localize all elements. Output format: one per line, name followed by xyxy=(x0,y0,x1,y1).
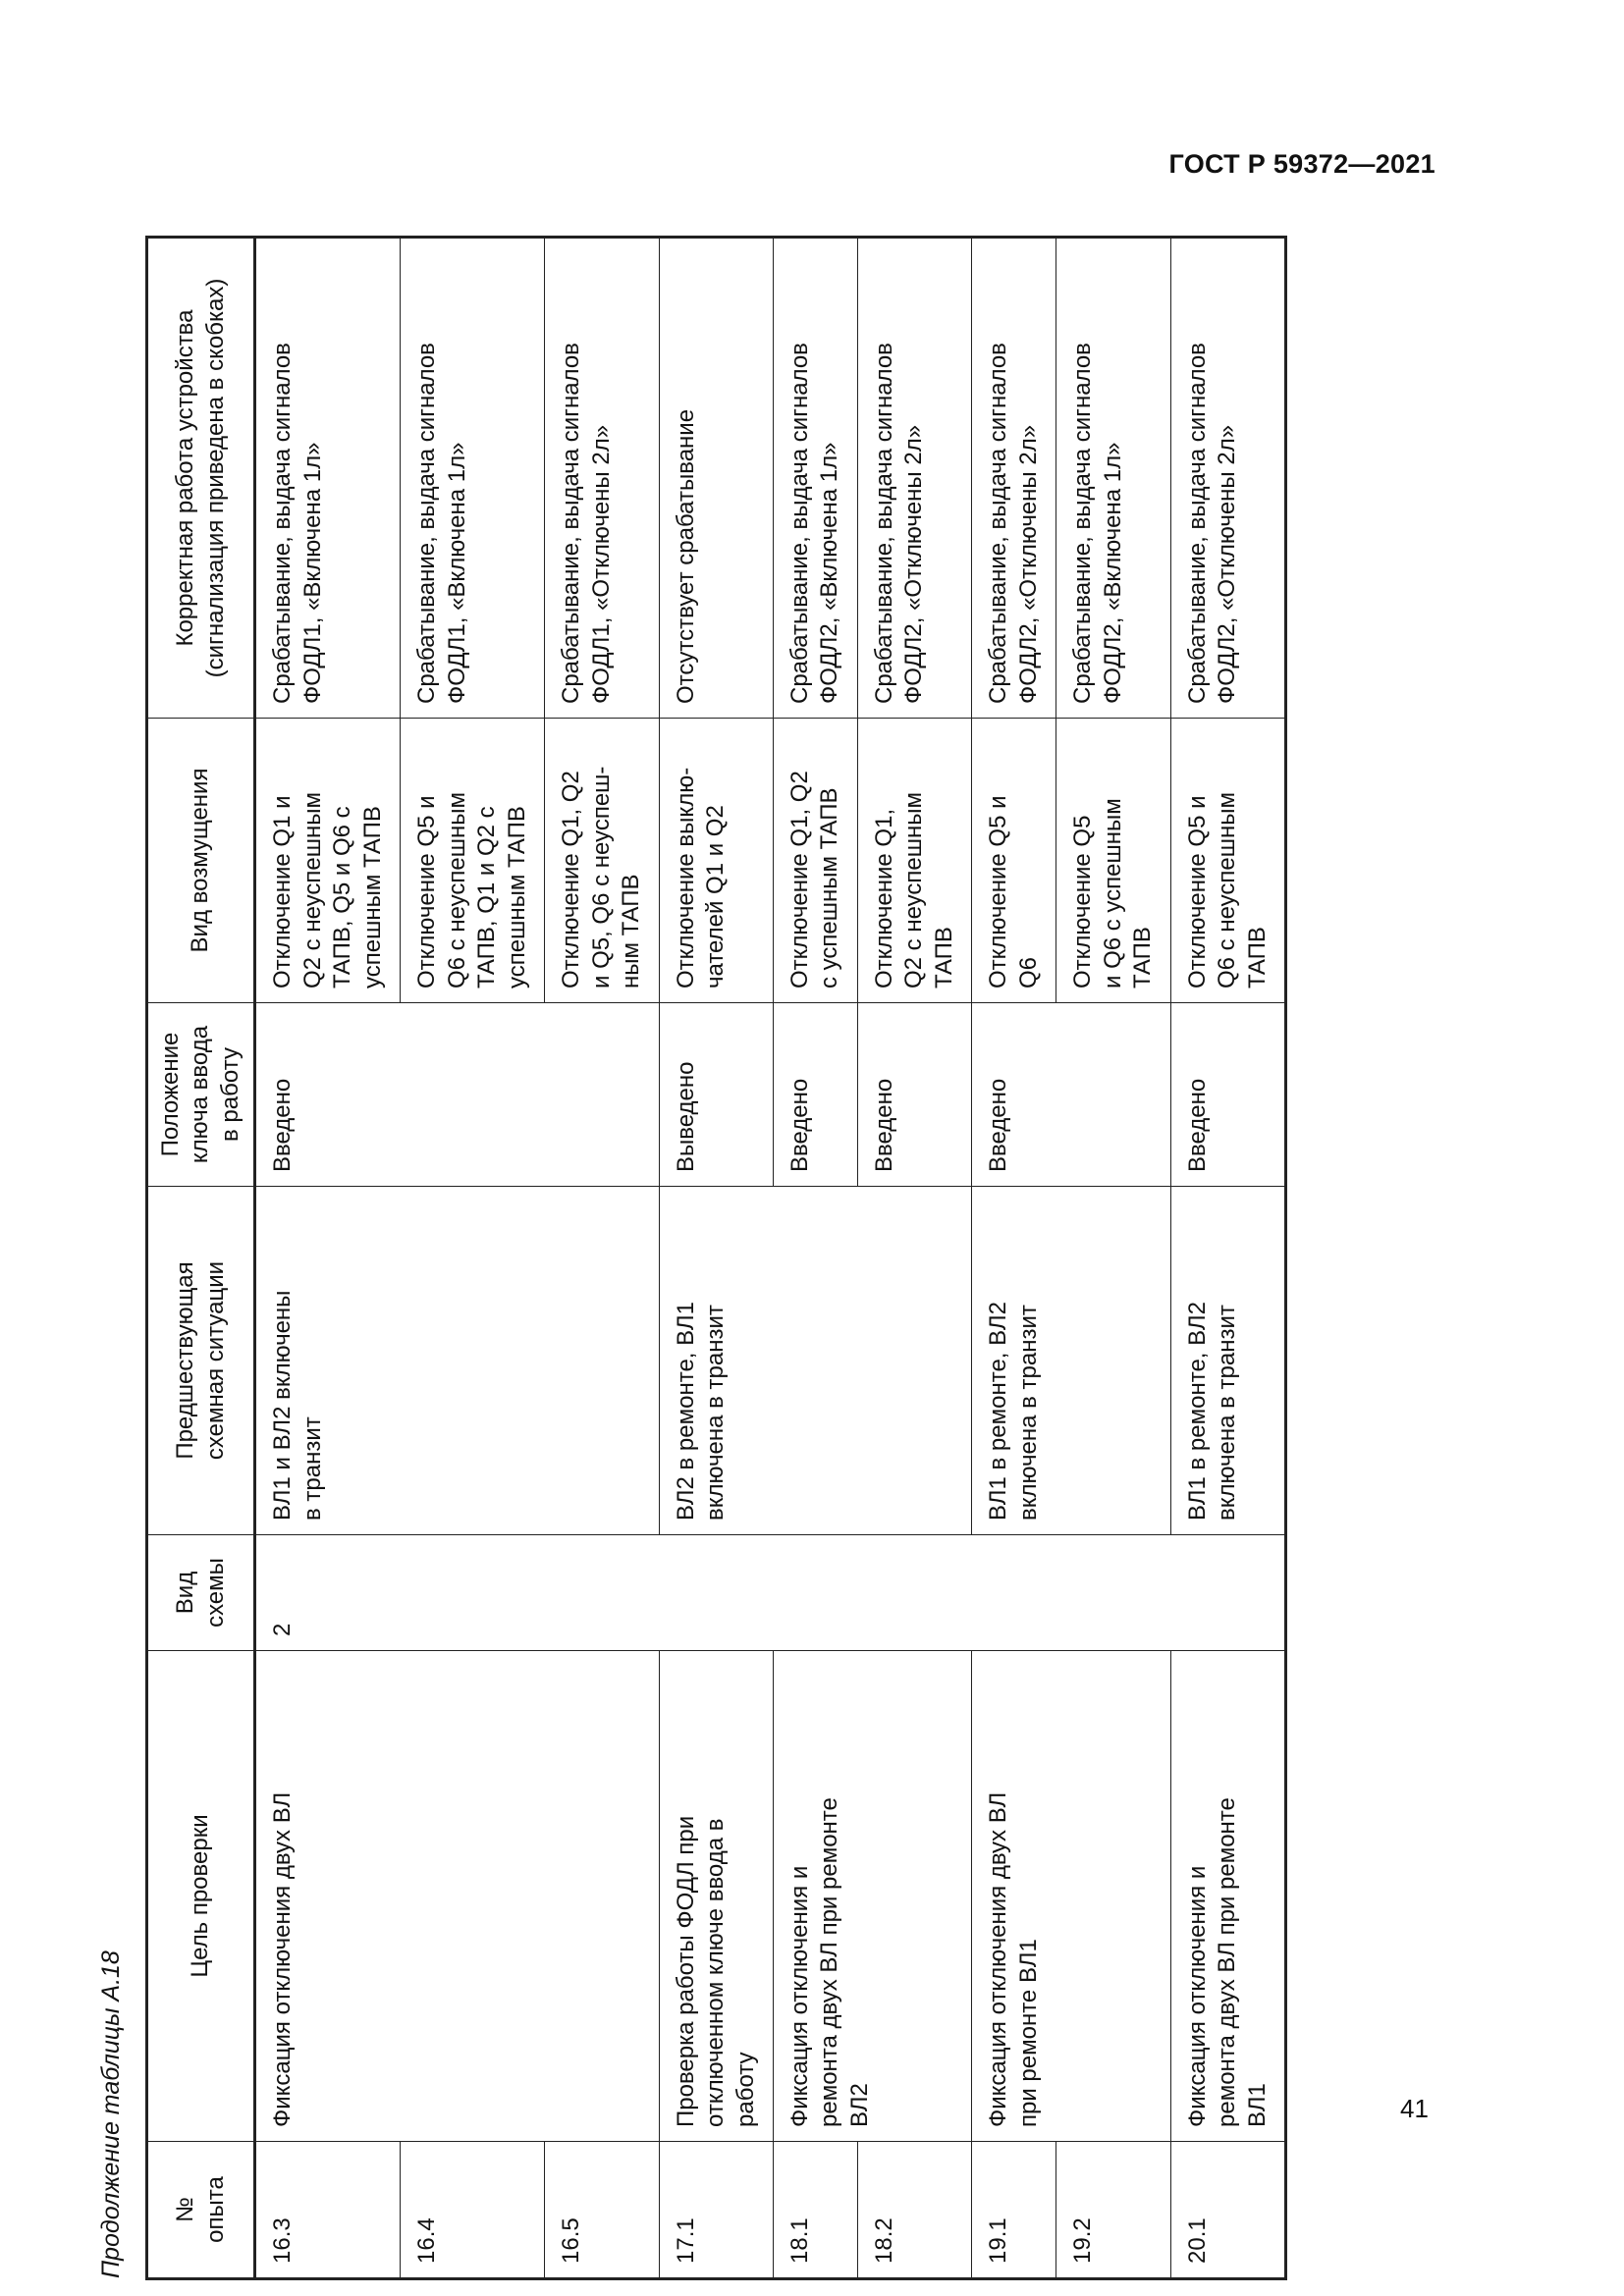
table-row xyxy=(972,238,1056,2279)
header-disturbance: Вид возмущения xyxy=(147,719,255,1003)
rotated-table-block xyxy=(88,239,1271,2280)
cell-num: 18.2 xyxy=(857,2142,971,2279)
cell-prior: ВЛ1 в ремонте, ВЛ2 включена в транзит xyxy=(1170,1187,1285,1535)
header-num: № опыта xyxy=(147,2142,255,2279)
cell-prior: ВЛ1 в ремонте, ВЛ2 включена в транзит xyxy=(972,1187,1170,1535)
cell-num: 19.1 xyxy=(972,2142,1056,2279)
cell-result: Срабатывание, выдача сигналов ФОДЛ2, «Отключены 2л» xyxy=(972,238,1056,719)
cell-disturbance: Отключение Q1, Q2 с успешным ТАПВ xyxy=(773,719,857,1003)
page-number: 41 xyxy=(1400,2094,1429,2123)
cell-key: Введено xyxy=(1170,1003,1285,1187)
cell-key: Введено xyxy=(972,1003,1170,1187)
cell-result: Срабатывание, выдача сигналов ФОДЛ1, «Включена 1л» xyxy=(255,238,401,719)
cell-result: Срабатывание, выдача сигналов ФОДЛ1, «Отключены 2л» xyxy=(545,238,659,719)
cell-result: Срабатывание, выдача сигналов ФОДЛ2, «Отключены 2л» xyxy=(1170,238,1285,719)
cell-prior: ВЛ1 и ВЛ2 включены в транзит xyxy=(255,1187,659,1535)
table-row xyxy=(1170,238,1285,2279)
cell-key: Введено xyxy=(857,1003,971,1187)
cell-result: Отсутствует срабатывание xyxy=(659,238,773,719)
cell-num: 16.5 xyxy=(545,2142,659,2279)
cell-num: 20.1 xyxy=(1170,2142,1285,2279)
table-caption: Продолжение таблицы А.18 xyxy=(97,1950,125,2278)
cell-prior: ВЛ2 в ремонте, ВЛ1 включена в транзит xyxy=(659,1187,972,1535)
cell-disturbance: Отключение Q5 и Q6 с неуспешным ТАПВ xyxy=(1170,719,1285,1003)
header-scheme: Вид схемы xyxy=(147,1535,255,1651)
standard-designation: ГОСТ Р 59372—2021 xyxy=(1168,149,1435,179)
table-row xyxy=(659,238,773,2279)
cell-num: 18.1 xyxy=(773,2142,857,2279)
cell-result: Срабатывание, выдача сигналов ФОДЛ2, «Включена 1л» xyxy=(773,238,857,719)
cell-result: Срабатывание, выдача сигналов ФОДЛ1, «Включена 1л» xyxy=(401,238,545,719)
cell-disturbance: Отключение выклю- чателей Q1 и Q2 xyxy=(659,719,773,1003)
cell-goal: Фиксация отключения и ремонта двух ВЛ при ремонте ВЛ2 xyxy=(773,1651,971,2142)
header-result: Корректная работа устройства (сигнализация приведена в скобках) xyxy=(147,238,255,719)
cell-disturbance: Отключение Q5 и Q6 с неуспешным ТАПВ, Q1 и Q2 с успешным ТАПВ xyxy=(401,719,545,1003)
cell-num: 17.1 xyxy=(659,2142,773,2279)
header-goal: Цель проверки xyxy=(147,1651,255,2142)
cell-disturbance: Отключение Q5 и Q6 с успешным ТАПВ xyxy=(1056,719,1170,1003)
cell-disturbance: Отключение Q1, Q2 и Q5, Q6 с неуспеш- ным ТАПВ xyxy=(545,719,659,1003)
cell-goal: Фиксация отключения двух ВЛ xyxy=(255,1651,659,2142)
cell-key: Введено xyxy=(255,1003,659,1187)
cell-disturbance: Отключение Q1 и Q2 с неуспешным ТАПВ, Q5 и Q6 с успешным ТАПВ xyxy=(255,719,401,1003)
header-prior: Предшествующая схемная ситуации xyxy=(147,1187,255,1535)
cell-goal: Фиксация отключения и ремонта двух ВЛ при ремонте ВЛ1 xyxy=(1170,1651,1285,2142)
cell-num: 19.2 xyxy=(1056,2142,1170,2279)
cell-goal: Проверка работы ФОДЛ при отключенном ключе ввода в работу xyxy=(659,1651,773,2142)
test-table xyxy=(145,236,1287,2280)
table-row xyxy=(255,238,401,2279)
cell-disturbance: Отключение Q5 и Q6 xyxy=(972,719,1056,1003)
cell-num: 16.3 xyxy=(255,2142,401,2279)
cell-key: Введено xyxy=(773,1003,857,1187)
cell-num: 16.4 xyxy=(401,2142,545,2279)
cell-scheme: 2 xyxy=(255,1535,1286,1651)
cell-result: Срабатывание, выдача сигналов ФОДЛ2, «Включена 1л» xyxy=(1056,238,1170,719)
cell-result: Срабатывание, выдача сигналов ФОДЛ2, «Отключены 2л» xyxy=(857,238,971,719)
cell-key: Выведено xyxy=(659,1003,773,1187)
cell-disturbance: Отключение Q1, Q2 с неуспешным ТАПВ xyxy=(857,719,971,1003)
table-header-row xyxy=(147,238,255,2279)
cell-goal: Фиксация отключения двух ВЛ при ремонте ВЛ1 xyxy=(972,1651,1170,2142)
header-key: Положение ключа ввода в работу xyxy=(147,1003,255,1187)
